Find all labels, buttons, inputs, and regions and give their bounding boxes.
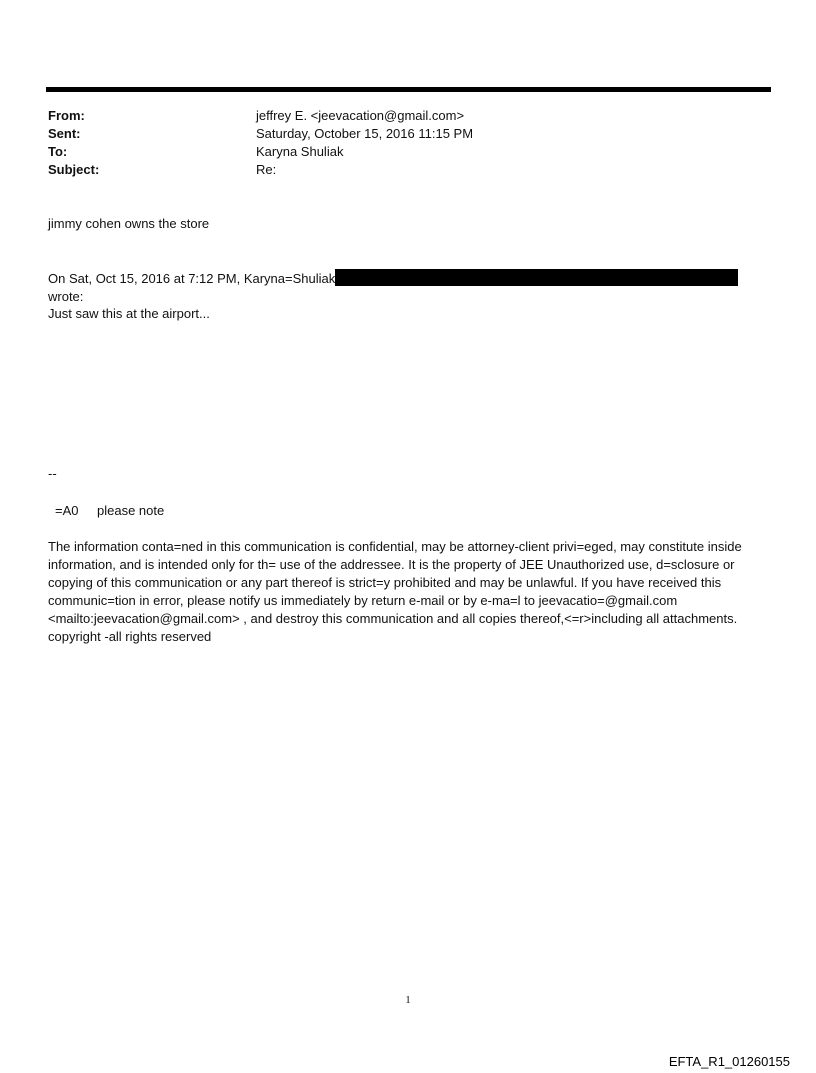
to-label: To:: [48, 144, 68, 159]
from-value: jeffrey E. <jeevacation@gmail.com>: [256, 108, 465, 123]
note-line: [48, 502, 768, 520]
reply-text: jimmy cohen owns the store: [48, 216, 210, 231]
quote-header-start: On Sat, Oct 15, 2016 at 7:12 PM, Karyna=Shuliak: [48, 271, 336, 286]
sent-value: Saturday, October 15, 2016 11:15 PM: [256, 126, 474, 141]
quote-header-end: wrote:: [48, 289, 84, 304]
subject-row: [48, 161, 748, 179]
note-code: =A0: [55, 503, 79, 518]
signature-separator: --: [48, 466, 57, 481]
sent-row: [48, 125, 748, 143]
subject-value: Re:: [256, 162, 277, 177]
from-row: [48, 107, 748, 125]
bates-number: EFTA_R1_01260155: [668, 1054, 790, 1069]
quoted-message: Just saw this at the airport...: [48, 306, 210, 321]
subject-label: Subject:: [48, 162, 100, 177]
email-header: [48, 107, 748, 179]
note-text: please note: [97, 503, 165, 518]
page-number: 1: [405, 994, 411, 1006]
to-row: [48, 143, 748, 161]
quote-header: [48, 269, 768, 306]
confidentiality-disclaimer: The information conta=ned in this communication is confidential, may be attorney-client privi=eged, may constitute inside information, and is intended only for th= use of the addressee. It is the property of JEE Unauthorized use, d=sclosure or copying of this communication or any part thereof is strict=y prohibited and may be unlawful. If you have received this communic=tion in error, please notify us immediately by return e-mail or by e-ma=l to jeevacatio=@gmail.com <mailto:jeevacation@gmail.com> , and destroy this communication and all copies thereof,<=r>including all attachments. copyright -all rights reserved: [48, 539, 746, 644]
sent-label: Sent:: [48, 126, 81, 141]
redaction-block: [335, 269, 738, 286]
to-value: Karyna Shuliak: [256, 144, 344, 159]
header-divider: [46, 87, 771, 92]
from-label: From:: [48, 108, 85, 123]
